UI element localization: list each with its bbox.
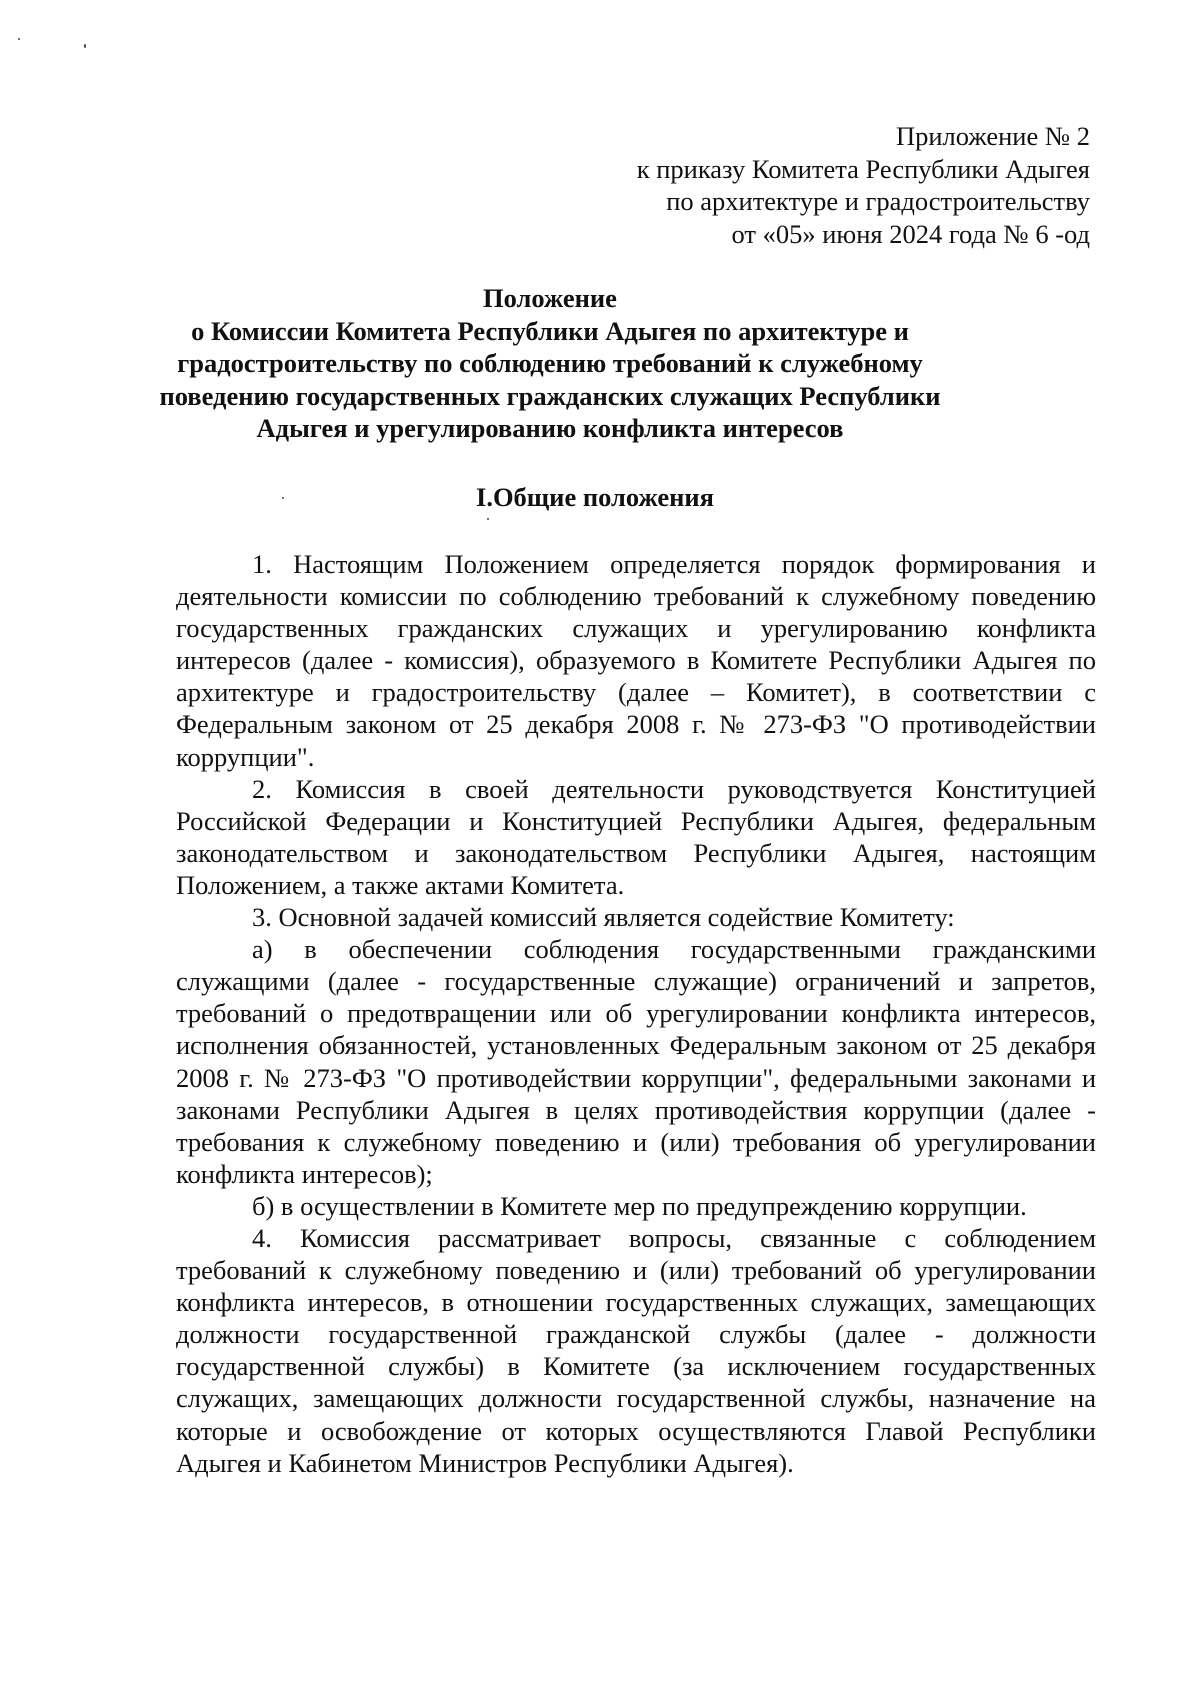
title-line-4: поведению государственных гражданских служащих Республики	[159, 380, 941, 411]
scan-speck	[487, 518, 489, 520]
title-line-5: Адыгея и урегулированию конфликта интересов	[256, 413, 844, 443]
title-line-2: о Комиссии Комитета Республики Адыгея по архитектуре и	[191, 315, 909, 346]
paragraph-3b: б) в осуществлении в Комитете мер по предупреждению коррупции.	[252, 1190, 1027, 1221]
paragraph-4: 4. Комиссия рассматривает вопросы, связанные с соблюдением требований к служебному поведению и (или) требований об урегулировании конфликта интересов, в отношении государственных служащих, замещающих должности государственной гражданской службы (далее - должности государственной службы) в Комитете (за исключением государственных служащих, замещающих должности государственной службы, назначение на которые и освобождение от которых осуществляются Главой Республики Адыгея и Кабинетом Министров Республики Адыгея).	[176, 1222, 1096, 1478]
document-title	[150, 282, 950, 445]
annex-order-ref: к приказу Комитета Республики Адыгея	[636, 153, 1090, 184]
annex-order-ref-cont: по архитектуре и градостроительству	[666, 186, 1090, 216]
annex-number: Приложение № 2	[895, 121, 1090, 151]
annex-order-date: от «05» июня 2024 года № 6 -од	[731, 218, 1090, 249]
scan-speck	[84, 44, 86, 48]
title-line-3: градостроительству по соблюдению требований к служебному	[177, 348, 923, 378]
paragraph-2: 2. Комиссия в своей деятельности руководствуется Конституцией Российской Федерации и Конституцией Республики Адыгея, федеральным законодательством и законодательством Республики Адыгея, настоящим Положением, а также актами Комитета.	[176, 773, 1096, 900]
paragraph-3: 3. Основной задачей комиссий является содействие Комитету:	[252, 902, 955, 933]
scan-speck	[282, 497, 284, 499]
annex-header	[490, 120, 1090, 250]
paragraph-1: 1. Настоящим Положением определяется порядок формирования и деятельности комиссии по соблюдению требований к служебному поведению государственных гражданских служащих и урегулированию конфликта интересов (далее - комиссия), образуемого в Комитете Республики Адыгея по архитектуре и градостроительству (далее – Комитет), в соответствии с Федеральным законом от 25 декабря 2008 г. № 273-ФЗ "О противодействии коррупции".	[176, 549, 1096, 772]
document-body	[176, 548, 1096, 1479]
title-line-1: Положение	[483, 283, 617, 313]
scan-speck	[18, 38, 20, 40]
section-heading: I.Общие положения	[476, 482, 714, 512]
paragraph-3a: а) в обеспечении соблюдения государственными гражданскими служащими (далее - государственные служащие) ограничений и запретов, требований о предотвращении или об урегулировании конфликта интересов, исполнения обязанностей, установленных Федеральным законом от 25 декабря 2008 г. № 273-ФЗ "О противодействии коррупции", федеральными законами и законами Республики Адыгея в целях противодействия коррупции (далее - требования к служебному поведению и (или) требования об урегулировании конфликта интересов);	[176, 934, 1096, 1189]
